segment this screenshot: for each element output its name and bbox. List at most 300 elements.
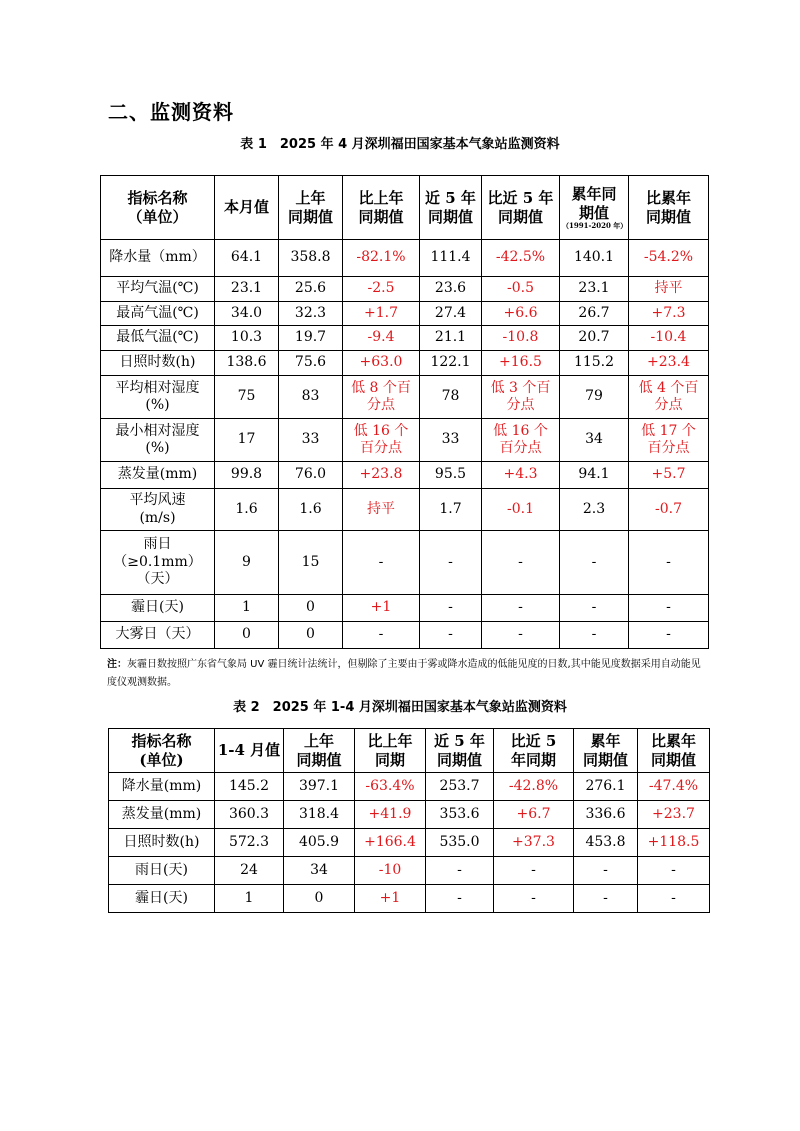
value-cell [482, 622, 560, 649]
value-cell [638, 773, 710, 801]
table1-cell-line: 122.1 [430, 354, 471, 371]
table2-cell-line: +1 [379, 889, 401, 906]
value-cell [560, 531, 629, 595]
table1-cell-line: +6.6 [503, 304, 538, 321]
table1-cell-line: 低 8 个百 [351, 379, 411, 396]
value-cell [560, 595, 629, 622]
table1-cell-line: +23.8 [359, 466, 403, 483]
value-cell [420, 376, 482, 419]
table2-cell-line: 336.6 [585, 805, 626, 822]
value-cell [215, 351, 279, 376]
value-cell [482, 595, 560, 622]
row-label-cell [101, 595, 215, 622]
table1-cell-line: - [378, 626, 384, 643]
value-cell [629, 489, 709, 531]
table1-cell-line: 9 [242, 553, 251, 570]
table1-cell-line: - [448, 553, 453, 570]
table2-header-line: 比上年 [367, 731, 413, 750]
table2-header-line: 年同期 [510, 750, 556, 769]
table1-cell-line: 75.6 [294, 354, 327, 371]
table2-header-line: 同期值 [582, 750, 628, 769]
table1-cell-line: 百分点 [360, 440, 402, 456]
value-cell [355, 885, 426, 913]
value-cell [629, 622, 709, 649]
row-label-cell [101, 240, 215, 277]
value-cell [215, 302, 279, 326]
table-row [101, 531, 709, 595]
value-cell [482, 462, 560, 489]
value-cell [215, 326, 279, 351]
table1-cell-line: - [518, 553, 523, 570]
table1-cell-line: 最高气温(℃) [116, 304, 199, 321]
table1-header-line: 同期值 [358, 207, 404, 226]
table2-header-cell [284, 729, 355, 773]
value-cell [629, 419, 709, 462]
table1-cell-line: - [666, 599, 671, 616]
table1-header-line: 同期值 [645, 207, 691, 226]
table1-cell-line: 百分点 [647, 440, 690, 456]
table2-header-line: 累年 [590, 731, 621, 750]
table1-cell-line: +1.7 [364, 304, 398, 321]
value-cell [215, 240, 279, 277]
table2-cell-line: 535.0 [439, 833, 480, 850]
row-label-cell [101, 531, 215, 595]
value-cell [574, 801, 638, 829]
row-label-cell [101, 622, 215, 649]
table1-cell-line: -54.2% [643, 249, 694, 266]
row-label-cell [109, 857, 215, 885]
value-cell [215, 595, 279, 622]
table1-cell-line: - [448, 626, 453, 643]
value-cell [560, 622, 629, 649]
table1-cell-line: - [666, 553, 671, 570]
value-cell [629, 376, 709, 419]
table1-cell-line: (m/s) [139, 509, 176, 526]
table1-cell-line: 低 16 个 [353, 422, 409, 439]
table1-cell-line: 分点 [506, 397, 535, 413]
table2-header-cell [355, 729, 426, 773]
table-row [109, 773, 710, 801]
table2-cell-line: +41.9 [368, 805, 412, 822]
table-row [101, 302, 709, 326]
table2-header-line: 近 5 年 [434, 731, 485, 750]
table-row [101, 326, 709, 351]
value-cell [420, 531, 482, 595]
value-cell [426, 773, 494, 801]
value-cell [343, 351, 420, 376]
table-row [101, 240, 709, 277]
table1-cell-line: 平均气温(℃) [116, 280, 199, 297]
table1-cell-line: 10.3 [230, 329, 263, 346]
table-row [109, 801, 710, 829]
table1-cell-line: 138.6 [226, 354, 267, 371]
table1-cell-line: 23.6 [434, 280, 467, 297]
note-label: 注： [107, 659, 127, 670]
table2-cell-line: 霾日(天) [135, 889, 188, 906]
value-cell [279, 326, 343, 351]
value-cell [420, 419, 482, 462]
value-cell [343, 277, 420, 302]
table2-cell-line: 34 [310, 861, 328, 878]
table1-cell-line: - [518, 626, 523, 643]
table2-cell-line: 降水量(mm) [121, 777, 202, 794]
value-cell [629, 277, 709, 302]
table1-cell-line: -9.4 [367, 329, 395, 346]
table1-header-cell [420, 176, 482, 240]
value-cell [574, 829, 638, 857]
value-cell [215, 801, 284, 829]
table1-header-line: 本月值 [223, 198, 269, 217]
value-cell [215, 419, 279, 462]
table1-header-line: 同期值 [497, 207, 543, 226]
value-cell [343, 531, 420, 595]
table2-cell-line: -10 [378, 861, 402, 878]
table2-cell-line: 1 [244, 889, 254, 906]
table2-cell-line: +166.4 [364, 833, 416, 850]
table2-caption: 表 2 2025 年 1-4 月深圳福田国家基本气象站监测资料 [233, 700, 567, 715]
value-cell [629, 302, 709, 326]
table2-header-line: 同期 [374, 750, 405, 769]
table1-cell-line: +63.0 [359, 354, 403, 371]
table2-header-line: 上年 [303, 731, 334, 750]
table1-cell-line: 最小相对湿度 [115, 422, 200, 439]
row-label-cell [101, 462, 215, 489]
value-cell [560, 489, 629, 531]
value-cell [560, 277, 629, 302]
value-cell [494, 801, 574, 829]
table-row [101, 489, 709, 531]
table2-cell-line: 145.2 [228, 777, 270, 794]
value-cell [279, 376, 343, 419]
row-label-cell [101, 419, 215, 462]
table1-cell-line: - [448, 599, 453, 616]
table1-header-cell [101, 176, 215, 240]
table1-cell-line: 34 [585, 431, 603, 448]
table1-cell-line: - [378, 553, 384, 570]
table1-cell-line: -0.5 [507, 280, 534, 297]
table1-cell-line: 34.0 [230, 304, 263, 321]
value-cell [279, 595, 343, 622]
value-cell [560, 302, 629, 326]
value-cell [215, 489, 279, 531]
ytd-monitoring-table [108, 728, 710, 913]
table-row [109, 857, 710, 885]
table1-cell-line: 0 [306, 626, 315, 643]
table1-header-line: 比累年 [645, 188, 691, 207]
value-cell [638, 857, 710, 885]
row-label-cell [109, 773, 215, 801]
row-label-cell [101, 277, 215, 302]
table-row [101, 351, 709, 376]
table1-cell-line: 分点 [654, 397, 683, 413]
value-cell [560, 376, 629, 419]
value-cell [284, 829, 355, 857]
table1-cell-line: 64.1 [230, 249, 263, 266]
row-label-cell [101, 351, 215, 376]
table2-cell-line: 雨日(天) [135, 861, 188, 878]
value-cell [215, 622, 279, 649]
value-cell [343, 595, 420, 622]
table1-cell-line: - [591, 553, 597, 570]
value-cell [343, 462, 420, 489]
value-cell [284, 801, 355, 829]
value-cell [482, 240, 560, 277]
table1-cell-line: 低 16 个 [493, 422, 548, 439]
table1-header-cell [343, 176, 420, 240]
value-cell [343, 489, 420, 531]
value-cell [629, 326, 709, 351]
table1-cell-line: 33 [301, 431, 320, 448]
table1-cell-line: 1 [242, 599, 251, 616]
table2-header-cell [426, 729, 494, 773]
table1-cell-line: （天） [136, 571, 179, 588]
value-cell [574, 857, 638, 885]
table2-header-cell [638, 729, 710, 773]
table-row [101, 622, 709, 649]
table2-cell-line: 453.8 [585, 833, 626, 850]
value-cell [426, 857, 494, 885]
value-cell [638, 885, 710, 913]
value-cell [629, 595, 709, 622]
table-row [101, 462, 709, 489]
table2-cell-line: - [457, 889, 462, 906]
table1-cell-line: +7.3 [651, 304, 686, 321]
table1-cell-line: (%) [145, 397, 170, 413]
row-label-cell [109, 829, 215, 857]
value-cell [629, 531, 709, 595]
table1-cell-line: 低 17 个 [641, 422, 696, 439]
table1-header-line: 累年同 [571, 184, 617, 203]
table1-cell-line: 15 [301, 553, 320, 570]
value-cell [574, 773, 638, 801]
table1-header-cell [482, 176, 560, 240]
table1-cell-line: 日照时数(h) [119, 354, 196, 371]
table1-cell-line: 平均相对湿度 [115, 379, 200, 396]
table1-cell-line: 平均风速 [129, 492, 186, 508]
table2-cell-line: 蒸发量(mm) [121, 805, 202, 822]
table1-cell-line: 0 [306, 599, 315, 616]
table1-header-cell [629, 176, 709, 240]
table1-cell-line: 111.4 [430, 249, 471, 266]
table2-cell-line: -47.4% [648, 777, 699, 794]
value-cell [279, 351, 343, 376]
table1-cell-line: 26.7 [578, 304, 610, 321]
table1-cell-line: -10.8 [502, 329, 539, 346]
value-cell [420, 240, 482, 277]
row-label-cell [101, 302, 215, 326]
table2-cell-line: - [531, 889, 536, 906]
table1-cell-line: 21.1 [434, 329, 467, 346]
table1-cell-line: 低 3 个百 [490, 379, 551, 396]
table2-cell-line: - [457, 861, 462, 878]
table1-cell-line: 33 [441, 431, 460, 448]
table1-header-line: 同期值 [427, 207, 473, 226]
value-cell [343, 240, 420, 277]
table1-header-line: 比上年 [358, 188, 404, 207]
table2-cell-line: +23.7 [652, 805, 695, 822]
table1-cell-line: - [518, 599, 523, 616]
value-cell [574, 885, 638, 913]
value-cell [494, 773, 574, 801]
table1-cell-line: 0 [242, 626, 251, 643]
value-cell [215, 277, 279, 302]
table2-cell-line: 253.7 [439, 777, 480, 794]
table1-header-row [101, 176, 709, 240]
table1-cell-line: -82.1% [356, 249, 406, 266]
value-cell [420, 489, 482, 531]
value-cell [284, 885, 355, 913]
value-cell [279, 419, 343, 462]
table1-cell-line: 最低气温(℃) [116, 329, 199, 346]
table1-cell-line: （≥0.1mm） [113, 553, 202, 570]
table2-cell-line: 353.6 [439, 805, 480, 822]
table1-header-cell [279, 176, 343, 240]
table1-header-line: 比近 5 年 [487, 188, 554, 207]
value-cell [420, 326, 482, 351]
value-cell [638, 829, 710, 857]
table2-cell-line: +37.3 [512, 833, 555, 850]
value-cell [560, 240, 629, 277]
value-cell [343, 302, 420, 326]
table1-header-line: 上年 [295, 188, 326, 207]
table1-cell-line: - [591, 626, 597, 643]
table1-cell-line: 75 [237, 388, 256, 405]
table1-cell-line: - [591, 599, 597, 616]
table1-cell-line: 32.3 [294, 304, 327, 321]
table1-cell-line: 2.3 [582, 500, 606, 517]
value-cell [482, 419, 560, 462]
table1-cell-line: 99.8 [230, 466, 263, 483]
value-cell [420, 277, 482, 302]
value-cell [482, 531, 560, 595]
value-cell [215, 376, 279, 419]
table2-cell-line: 日照时数(h) [123, 833, 200, 850]
table-row [101, 376, 709, 419]
value-cell [279, 462, 343, 489]
table1-cell-line: 降水量（mm） [109, 249, 206, 266]
value-cell [284, 773, 355, 801]
table-row [109, 829, 710, 857]
value-cell [343, 326, 420, 351]
table1-cell-line: 358.8 [290, 249, 331, 266]
table2-header-line: 比近 5 [510, 731, 557, 750]
value-cell [482, 351, 560, 376]
value-cell [343, 376, 420, 419]
value-cell [629, 351, 709, 376]
value-cell [560, 419, 629, 462]
table1-cell-line: +4.3 [503, 466, 538, 483]
table1-header-cell [215, 176, 279, 240]
table1-cell-line: 持平 [654, 280, 683, 297]
table2-cell-line: - [671, 889, 676, 906]
table1-header-line: （单位） [127, 207, 188, 226]
table1-cell-line: 83 [301, 388, 320, 405]
table2-header-cell [215, 729, 284, 773]
table1-cell-line: +16.5 [499, 354, 542, 371]
table1-cell-line: 百分点 [499, 440, 542, 456]
table2-header-cell [574, 729, 638, 773]
table1-cell-line: 140.1 [573, 249, 615, 266]
table1-cell-line: -2.5 [367, 280, 395, 297]
table1-header-line: 同期值 [287, 207, 333, 226]
value-cell [494, 885, 574, 913]
table2-cell-line: 276.1 [585, 777, 626, 794]
value-cell [279, 302, 343, 326]
table1-cell-line: 19.7 [294, 329, 327, 346]
value-cell [279, 531, 343, 595]
table1-header-line: 近 5 年 [425, 188, 476, 207]
table2-header-line: 同期值 [436, 750, 482, 769]
value-cell [494, 829, 574, 857]
value-cell [355, 829, 426, 857]
table2-cell-line: 318.4 [298, 805, 340, 822]
note-text: 灰霾日数按照广东省气象局 UV 霾日统计法统计，但剔除了主要由于雾或降水造成的低能见度的日数,其中能见度数据采用自动能见度仪观测数据。 [107, 659, 701, 688]
table1-cell-line: 分点 [367, 397, 395, 413]
value-cell [420, 622, 482, 649]
table1-cell-line: 持平 [367, 500, 395, 517]
value-cell [343, 622, 420, 649]
table1-header-line: 期值 [578, 203, 609, 222]
value-cell [426, 801, 494, 829]
value-cell [355, 773, 426, 801]
table1-cell-line: 94.1 [578, 466, 610, 483]
value-cell [355, 801, 426, 829]
value-cell [482, 326, 560, 351]
value-cell [215, 829, 284, 857]
value-cell [420, 302, 482, 326]
table2-cell-line: - [603, 889, 608, 906]
value-cell [629, 462, 709, 489]
value-cell [560, 326, 629, 351]
value-cell [482, 376, 560, 419]
table1-cell-line: 27.4 [434, 304, 467, 321]
table-row [101, 595, 709, 622]
table-row [109, 885, 710, 913]
table1-cell-line: 霾日(天) [131, 599, 184, 616]
table1-footnote [107, 656, 707, 692]
table2-cell-line: 0 [314, 889, 324, 906]
table2-header-line: 1-4 月值 [217, 741, 281, 760]
value-cell [426, 885, 494, 913]
value-cell [279, 277, 343, 302]
table2-header-line: (单位) [139, 750, 184, 769]
value-cell [482, 277, 560, 302]
value-cell [560, 351, 629, 376]
table1-cell-line: 雨日 [143, 536, 172, 553]
value-cell [355, 857, 426, 885]
table1-header-subnote: （1991-2020 年） [562, 221, 628, 231]
table1-cell-line: 20.7 [578, 329, 610, 346]
value-cell [343, 419, 420, 462]
table2-cell-line: +6.7 [516, 805, 551, 822]
table1-cell-line: 蒸发量(mm) [117, 466, 198, 483]
table1-cell-line: -42.5% [495, 249, 546, 266]
table1-cell-line: -0.1 [507, 500, 534, 517]
value-cell [420, 351, 482, 376]
table2-cell-line: 360.3 [228, 805, 270, 822]
value-cell [279, 489, 343, 531]
value-cell [560, 462, 629, 489]
table1-cell-line: 23.1 [578, 280, 610, 297]
table2-header-line: 指标名称 [131, 731, 192, 750]
value-cell [420, 462, 482, 489]
value-cell [629, 240, 709, 277]
table2-cell-line: - [603, 861, 608, 878]
table2-header-line: 比累年 [650, 731, 696, 750]
table2-cell-line: -63.4% [365, 777, 415, 794]
value-cell [420, 595, 482, 622]
table1-cell-line: 95.5 [434, 466, 467, 483]
